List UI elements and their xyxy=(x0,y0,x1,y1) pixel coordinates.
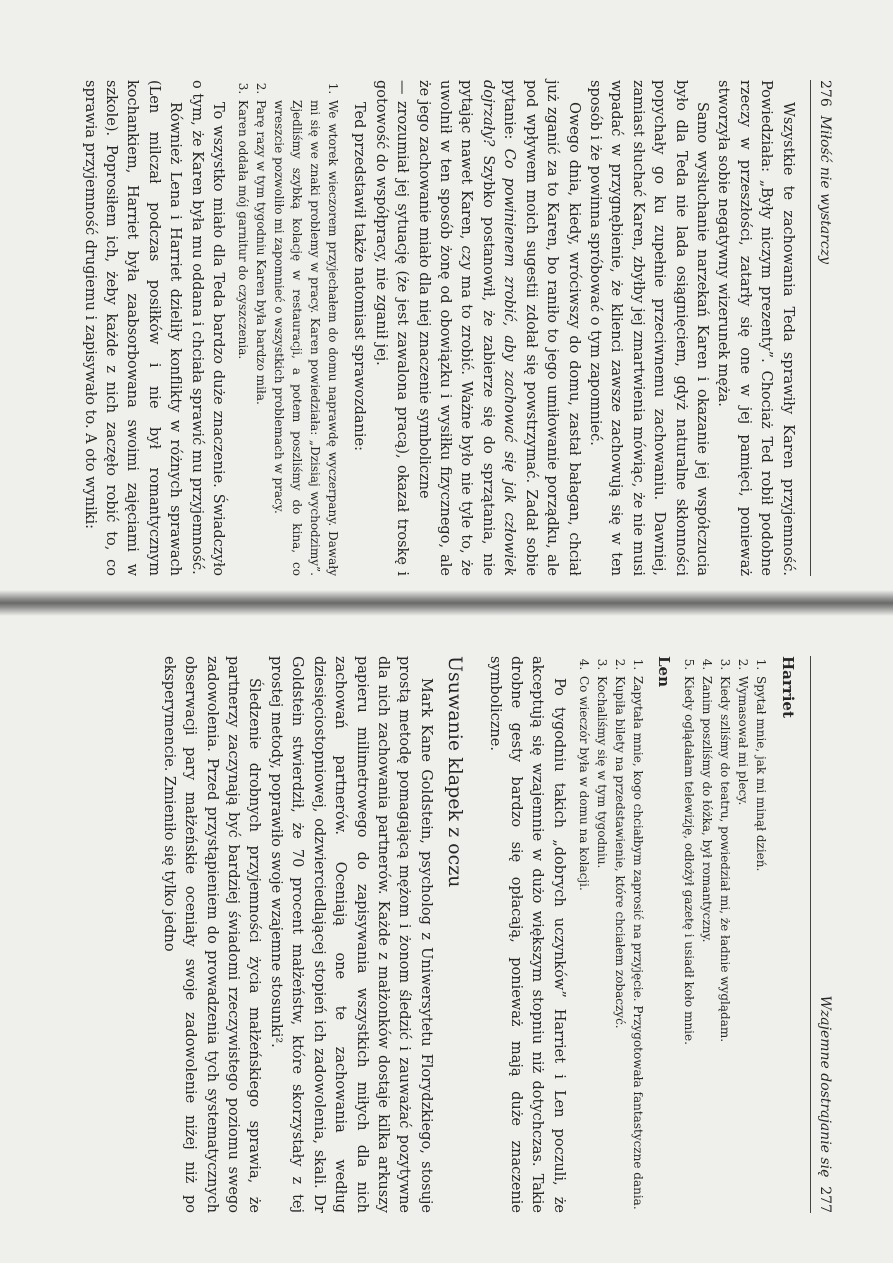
paragraph: Ted przedstawił także natomiast sprawozdanie: xyxy=(351,102,368,451)
harriet-list xyxy=(680,656,770,1213)
list-item: 2. Kupiła bilety na przedstawienie, które chciałem zobaczyć. xyxy=(611,674,629,1213)
page-number-right: 277 xyxy=(817,1186,833,1213)
paragraph: Mark Kane Goldstein, psycholog z Uniwersytetu Florydzkiego, stosuje prostą metodę pomagającą mężom i żonom śledzić i zauważać pozytywne dla nich zachowania partnerów. Każde z małżonków dostaje kilka arkuszy papieru milimetrowego do zapisywania wszystkich miłych dla nich zachowań partnerów. Oceniają one te zachowania według dziesięciostopniowej, odzwierciedlającej stopień ich zadowolenia, skali. Dr Goldstein stwierdził, że 70 procent małżeństw, które skorzystały z tej prostej metody, poprawiło swoje wzajemne stosunki². xyxy=(267,656,434,1213)
list-item: 3. Kochaliśmy się w tym tygodniu. xyxy=(593,674,611,1213)
paragraph: Owego dnia, kiedy, wróciwszy do domu, zastał bałagan, chciał już zganić za to Karen, bo raniło to jego umiłowanie porządku, ale pod wpływem moich sugestii zdołał się powstrzymać. Zadał sobie pytanie: Co powinienem zrobić, aby zachować się jak człowiek dojrzały? Szybko postanowił, że zabierze się do sprzątania, nie pytając nawet Karen, czy ma to zrobić. Ważne było nie tyle to, że uwolnił w ten sposób żonę od obowiązku i wysiłku fizycznego, ale że jego zachowanie miało dla niej znaczenie symboliczne xyxy=(415,80,582,576)
list-item: 3. Karen oddała mój garnitur do czyszczenia. xyxy=(234,98,252,576)
running-head-left: Miłość nie wystarczy xyxy=(817,115,833,264)
list-item: 4. Co wieczór była w domu na kolacji. xyxy=(575,674,593,1213)
list-item: 1. Spytał mnie, jak mi minął dzień. xyxy=(752,674,770,1213)
paragraph: — zrozumiał jej sytuację (że jest zawalona pracą), okazał troskę i gotowość do współpracy, nie zganił jej. xyxy=(372,80,411,576)
ted-report-list xyxy=(234,80,342,576)
section-heading: Usuwanie klapek z oczu xyxy=(444,656,467,888)
list-item: 2. Wymasował mi plecy. xyxy=(734,674,752,1213)
paragraph: To wszystko miało dla Teda bardzo duże znaczenie. Świadczyło o tym, że Karen była mu oddana i chciała sprawić mu przyjemność. xyxy=(188,80,227,576)
paragraph: Samo wysłuchanie narzekań Karen i okazanie jej współczucia było dla Teda nie lada osiągnięciem, gdyż naturalne skłonności popychały go ku zupełnie przeciwnemu zachowaniu. Dawniej, zamiast słuchać Karen, zbyłby jej zmartwienia mówiąc, że nie musi wpadać w przygnębienie, że klienci zawsze zachowują się w ten sposób i że powinna spróbować o tym zapomnieć. xyxy=(586,80,710,576)
len-heading: Len xyxy=(655,656,674,687)
paragraph: Śledzenie drobnych przyjemności życia małżeńskiego sprawia, że partnerzy zaczynają być bardziej świadomi rzeczywistego poziomu swego zadowolenia. Przed przystąpieniem do prowadzenia tych systematycznych obserwacji pary małżeńskie oceniały swoje zadowolenie niżej niż po eksperymencie. Zmieniło się tylko jedno xyxy=(160,656,263,1213)
running-header-right xyxy=(810,656,835,1213)
page-number-left: 276 xyxy=(817,80,833,107)
running-head-right: Wzajemne dostrajanie się xyxy=(817,995,833,1178)
running-header-left xyxy=(810,80,835,576)
len-list xyxy=(575,656,647,1213)
list-item: 3. Kiedy szliśmy do teatru, powiedział mi, że ładnie wyglądam. xyxy=(716,674,734,1213)
list-item: 1. We wtorek wieczorem przyjechałem do domu naprawdę wyczerpany. Dawały mi się we znaki problemy w pracy. Karen powiedziała: „Dzisiaj wychodzimy”. Zjedliśmy szybką kolację w restauracji, a potem poszliśmy do kina, co wreszcie pozwoliło mi zapomnieć o wszystkich problemach w pracy. xyxy=(270,98,342,576)
harriet-heading: Harriet xyxy=(778,656,797,718)
list-item: 2. Parę razy w tym tygodniu Karen była bardzo miła. xyxy=(252,98,270,576)
left-page xyxy=(0,0,893,600)
paragraph: Wszystkie te zachowania Teda sprawiły Karen przyjemność. Powiedziała: „Były niczym prezenty”. Chociaż Ted robił podobne rzeczy w przeszłości, zatarły się one w jej pamięci, ponieważ stworzyła sobie negatywny wizerunek męża. xyxy=(715,80,796,576)
list-item: 4. Zanim poszliśmy do łóżka, był romantyczny. xyxy=(698,674,716,1213)
paragraph: Również Lena i Harriet dzieliły konflikty w różnych sprawach (Len milczał podczas posiłków i nie był romantycznym kochankiem, Harriet była zaabsorbowana swoimi zajęciami w szkole). Poprosiłem ich, żeby każde z nich zaczęło robić to, co sprawia przyjemność drugiemu i zapisywało to. A oto wyniki: xyxy=(81,80,184,576)
list-item: 1. Zapytała mnie, kogo chciałbym zaprosić na przyjęcie. Przygotowała fantastyczne dania. xyxy=(629,674,647,1213)
right-page xyxy=(0,600,893,1263)
paragraph: Po tygodniu takich „dobrych uczynków” Harriet i Len poczuli, że akceptują się wzajemnie w dużo większym stopniu niż dotychczas. Takie drobne gesty bardzo się opłacają, ponieważ mają duże znaczenie symboliczne. xyxy=(486,656,567,1213)
list-item: 5. Kiedy oglądałam telewizję, odłożył gazetę i usiadł koło mnie. xyxy=(680,674,698,1213)
